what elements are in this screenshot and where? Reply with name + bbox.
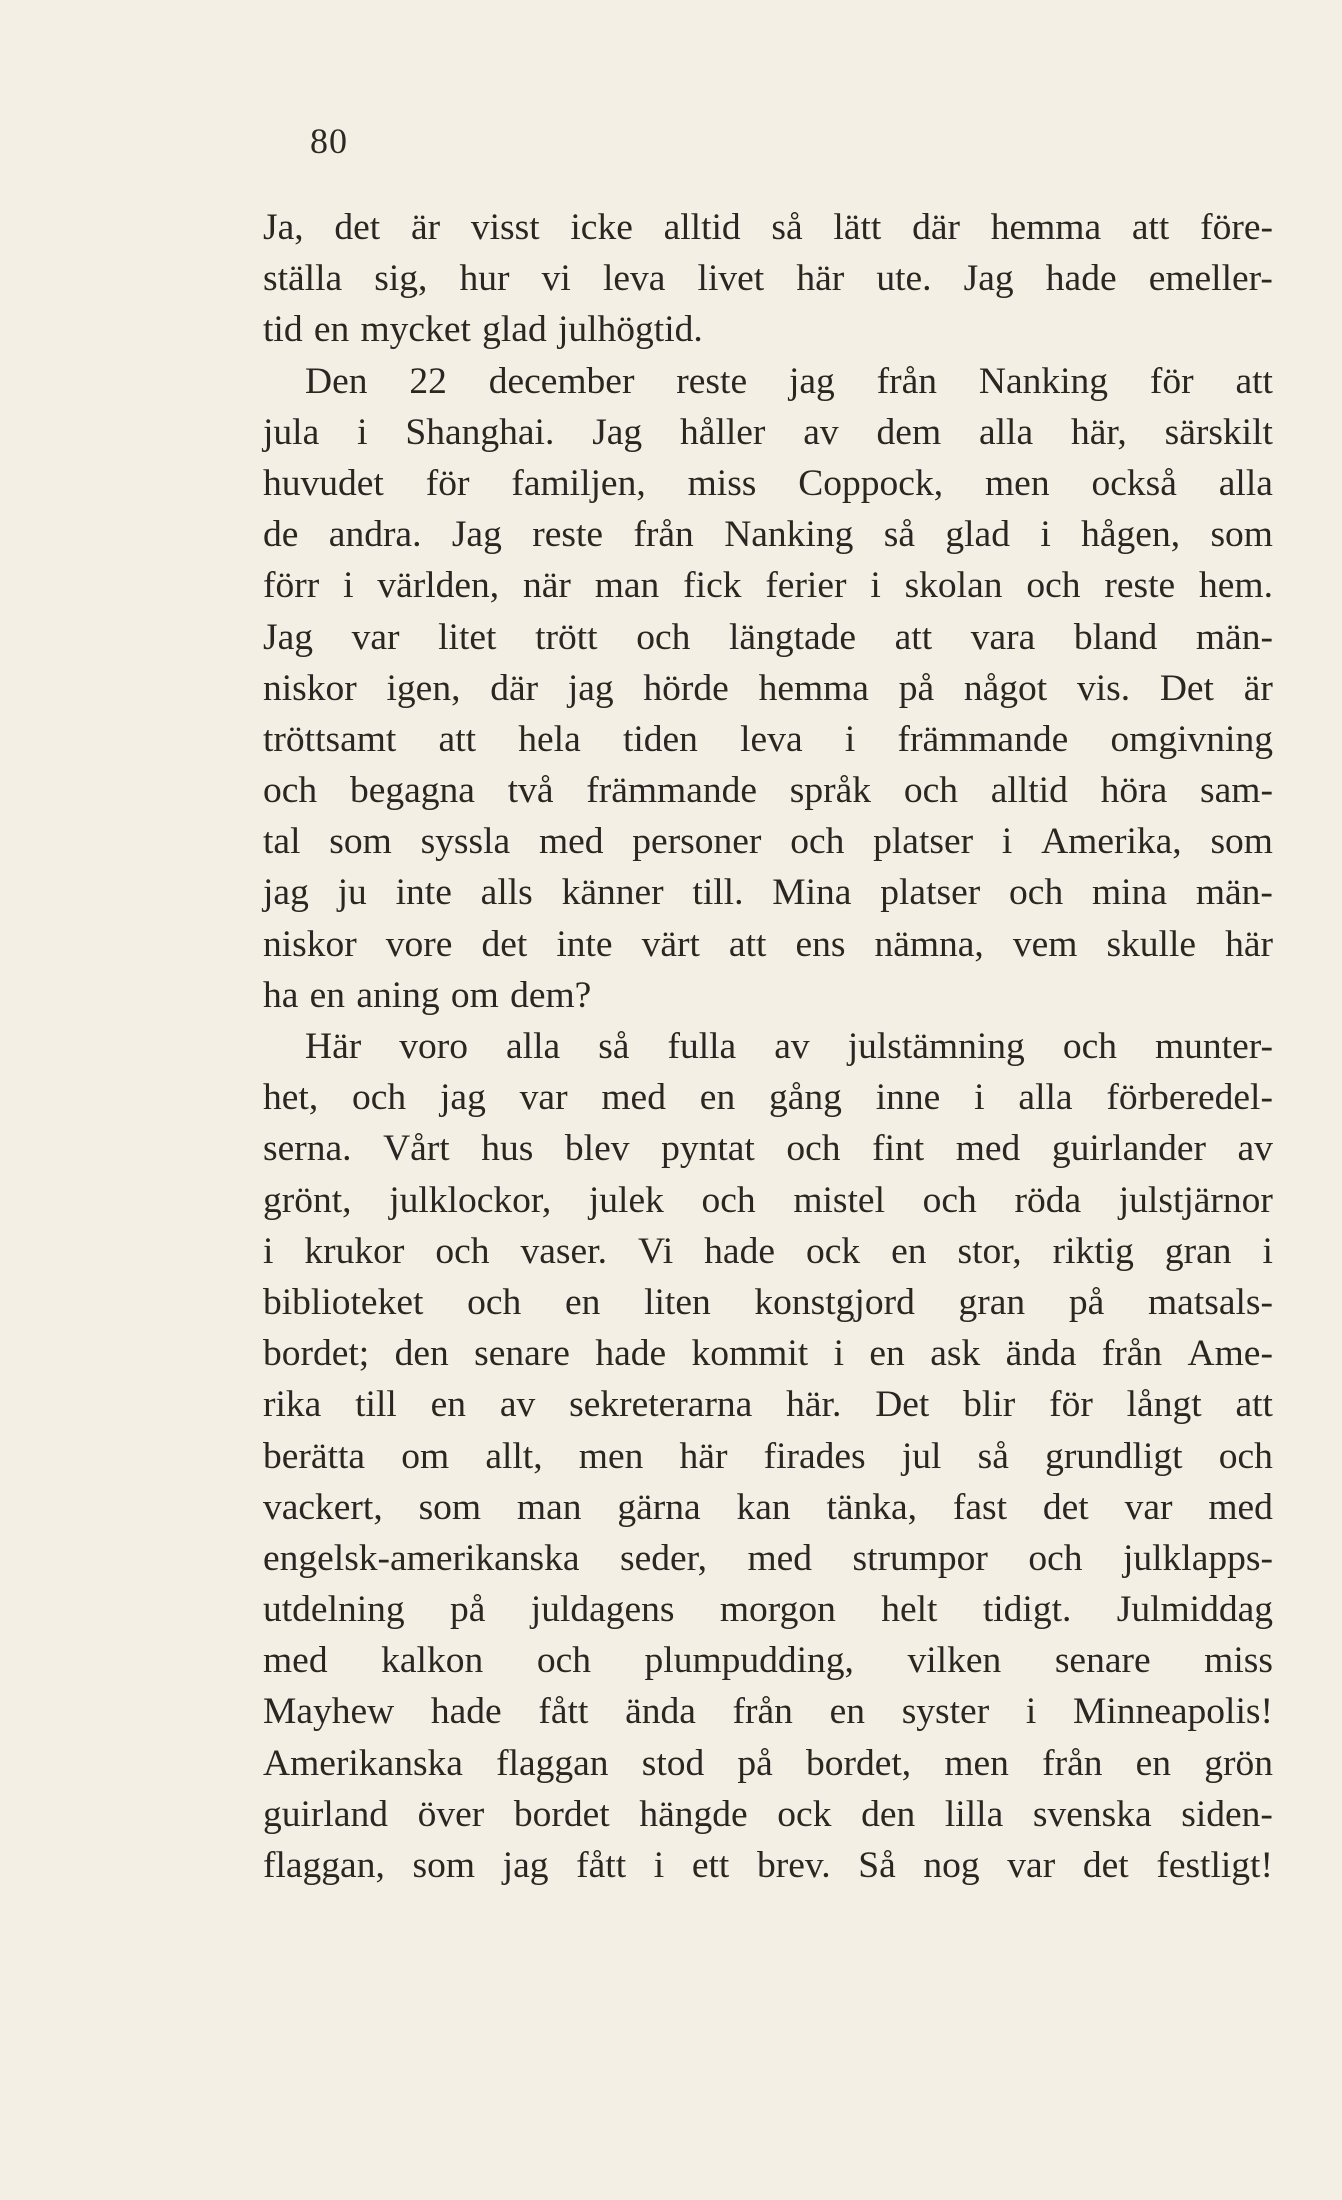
text-line: niskor vore det inte värt att ens nämna, vem skulle här <box>263 923 1273 965</box>
text-line: jula i Shanghai. Jag håller av dem alla här, särskilt <box>263 411 1273 453</box>
text-line: utdelning på juldagens morgon helt tidigt. Julmiddag <box>263 1589 1273 1631</box>
text-line: rika till en av sekreterarna här. Det blir för långt att <box>263 1384 1273 1426</box>
text-line: bordet; den senare hade kommit i en ask ända från Ame- <box>263 1333 1273 1375</box>
text-line: Amerikanska flaggan stod på bordet, men från en grön <box>263 1742 1273 1784</box>
text-line: förr i världen, när man fick ferier i skolan och reste hem. <box>263 565 1273 607</box>
text-line: niskor igen, där jag hörde hemma på något vis. Det är <box>263 667 1273 709</box>
body-text <box>263 202 1273 1891</box>
text-line: grönt, julklockor, julek och mistel och röda julstjärnor <box>263 1179 1273 1221</box>
text-line: i krukor och vaser. Vi hade ock en stor, riktig gran i <box>263 1230 1273 1272</box>
text-line: Jag var litet trött och längtade att vara bland män- <box>263 616 1273 658</box>
text-line: tal som syssla med personer och platser i Amerika, som <box>263 821 1273 863</box>
text-line: jag ju inte alls känner till. Mina platser och mina män- <box>263 872 1273 914</box>
text-line: ställa sig, hur vi leva livet här ute. Jag hade emeller- <box>263 258 1273 300</box>
text-line: huvudet för familjen, miss Coppock, men också alla <box>263 462 1273 504</box>
text-line: engelsk-amerikanska seder, med strumpor och julklapps- <box>263 1537 1273 1579</box>
text-line: Här voro alla så fulla av julstämning och munter- <box>305 1026 1273 1067</box>
text-line: och begagna två främmande språk och alltid höra sam- <box>263 770 1273 812</box>
text-line: berätta om allt, men här firades jul så grundligt och <box>263 1435 1273 1477</box>
text-line: het, och jag var med en gång inne i alla förberedel- <box>263 1077 1273 1119</box>
text-line: vackert, som man gärna kan tänka, fast det var med <box>263 1486 1273 1528</box>
text-line: Ja, det är visst icke alltid så lätt där hemma att före- <box>263 207 1273 248</box>
text-line: guirland över bordet hängde ock den lilla svenska siden- <box>263 1793 1273 1835</box>
text-line: biblioteket och en liten konstgjord gran på matsals- <box>263 1281 1273 1323</box>
text-line: ha en aning om dem? <box>263 974 592 1016</box>
text-line: Den 22 december reste jag från Nanking för att <box>305 360 1273 402</box>
text-line: serna. Vårt hus blev pyntat och fint med guirlander av <box>263 1128 1273 1170</box>
text-line: tröttsamt att hela tiden leva i främmande omgivning <box>263 718 1273 760</box>
text-line: flaggan, som jag fått i ett brev. Så nog var det festligt! <box>263 1845 1273 1886</box>
page-number: 80 <box>310 121 348 161</box>
text-line: Mayhew hade fått ända från en syster i Minneapolis! <box>263 1691 1273 1733</box>
text-line: tid en mycket glad julhögtid. <box>263 309 703 351</box>
text-line: med kalkon och plumpudding, vilken senare miss <box>263 1640 1273 1682</box>
text-line: de andra. Jag reste från Nanking så glad i hågen, som <box>263 514 1273 556</box>
